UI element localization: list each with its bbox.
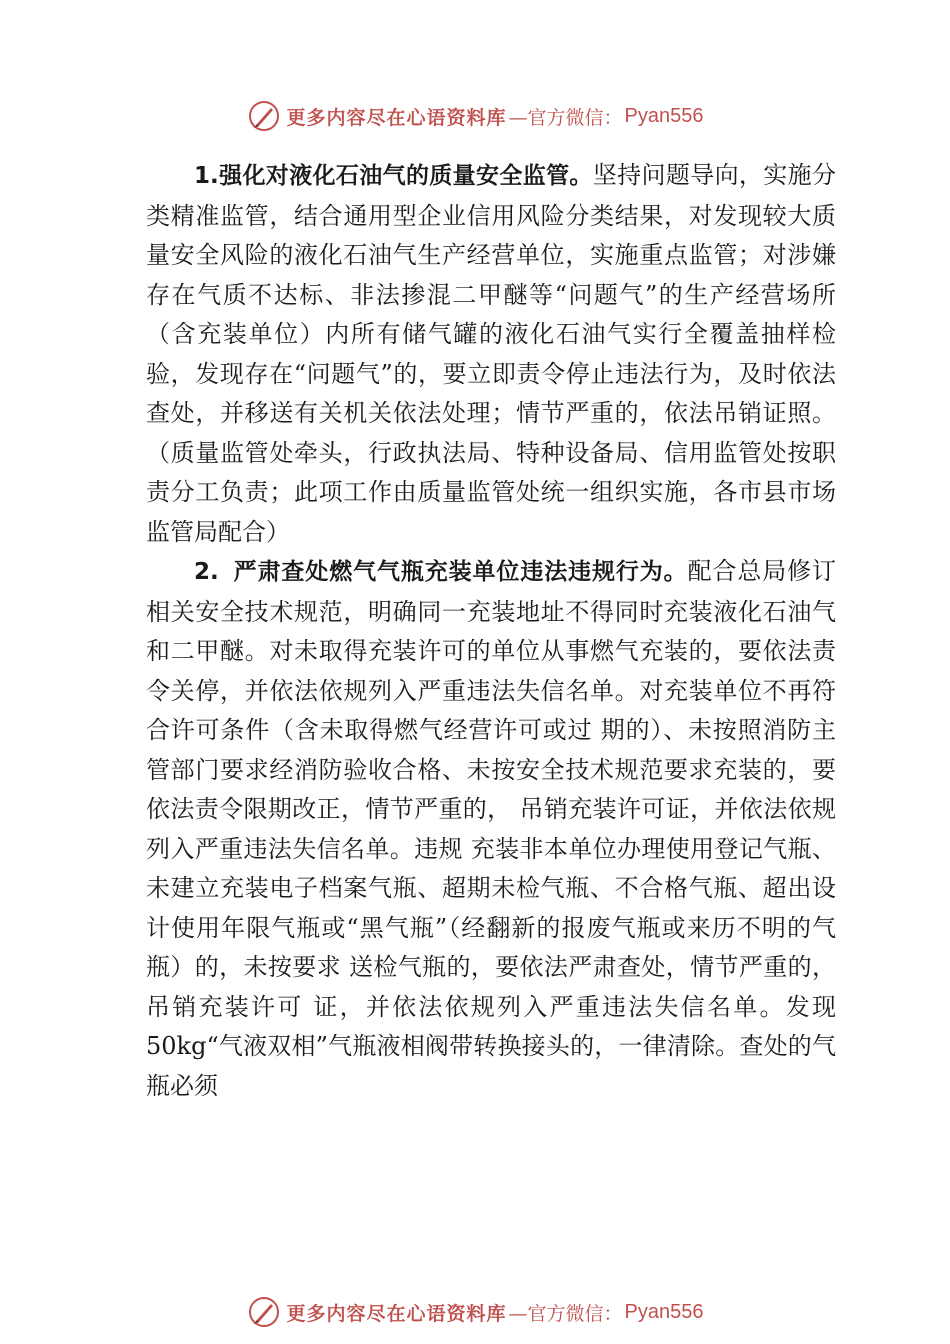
watermark-separator: —官方微信： bbox=[508, 106, 623, 129]
section-2-heading: 严肃查处燃气气瓶充装单位违法违规行为。 bbox=[232, 559, 688, 585]
section-1-paragraph bbox=[146, 156, 836, 552]
header-watermark bbox=[0, 96, 950, 136]
section-2-text: 配合总局修订相关安全技术规范，明确同一充装地址不得同时充装液化石油气和二甲醚。对未取得充装许可的单位从事燃气充装的，要依法责令关停，并依法依规列入严重违法失信名单。对充装单位不再符合许可条件（含未取得燃气经营许可或过 期的）、未按照消防主管部门要求经消防验收合格、未按安全技术规范要求充装的，要依法责令限期改正，情节严重的， 吊销充装许可证，并依法依规列入严重违法失信名单。违规 充装非本单位办理使用登记气瓶、未建立充装电子档案气瓶、超期未检气瓶、不合格气瓶、超出设计使用年限气瓶或“黑气瓶”（经翻新的报废气瓶或来历不明的气瓶）的，未按要求 送检气瓶的，要依法严肃查处，情节严重的，吊销充装许可 证，并依法依规列入严重违法失信名单。发现 50kg“气液双相”气瓶液相阀带转换接头的，一律清除。查处的气瓶必须 bbox=[146, 557, 837, 1100]
watermark-text: 更多内容尽在心语资料库 bbox=[286, 106, 507, 129]
quill-pen-logo-icon bbox=[247, 1295, 281, 1329]
footer-watermark bbox=[0, 1292, 950, 1332]
quill-pen-logo-icon bbox=[247, 99, 281, 133]
section-1-heading: 1.强化对液化石油气的质量安全监管。 bbox=[194, 163, 593, 189]
document-body bbox=[146, 156, 836, 1106]
watermark-wechat-id: Pyan556 bbox=[624, 104, 704, 127]
watermark-wechat-id: Pyan556 bbox=[624, 1300, 704, 1323]
section-1-text: 坚持问题导向，实施分类精准监管，结合通用型企业信用风险分类结果，对发现较大质量安全风险的液化石油气生产经营单位，实施重点监管；对涉嫌存在气质不达标、非法掺混二甲醚等“问题气”的生产经营场所（含充装单位）内所有储气罐的液化石油气实行全覆盖抽样检验，发现存在“问题气”的，要立即责令停止违法行为，及时依法查处，并移送有关机关依法处理；情节严重的，依法吊销证照。（质量监管处牵头，行政执法局、特种设备局、信用监管处按职责分工负责；此项工作由质量监管处统一组织实施，各市县市场监管局配合） bbox=[146, 161, 836, 546]
section-2-paragraph bbox=[146, 552, 836, 1106]
watermark-separator: —官方微信： bbox=[508, 1302, 623, 1325]
section-2-number: 2. bbox=[194, 559, 219, 585]
watermark-text: 更多内容尽在心语资料库 bbox=[286, 1302, 507, 1325]
